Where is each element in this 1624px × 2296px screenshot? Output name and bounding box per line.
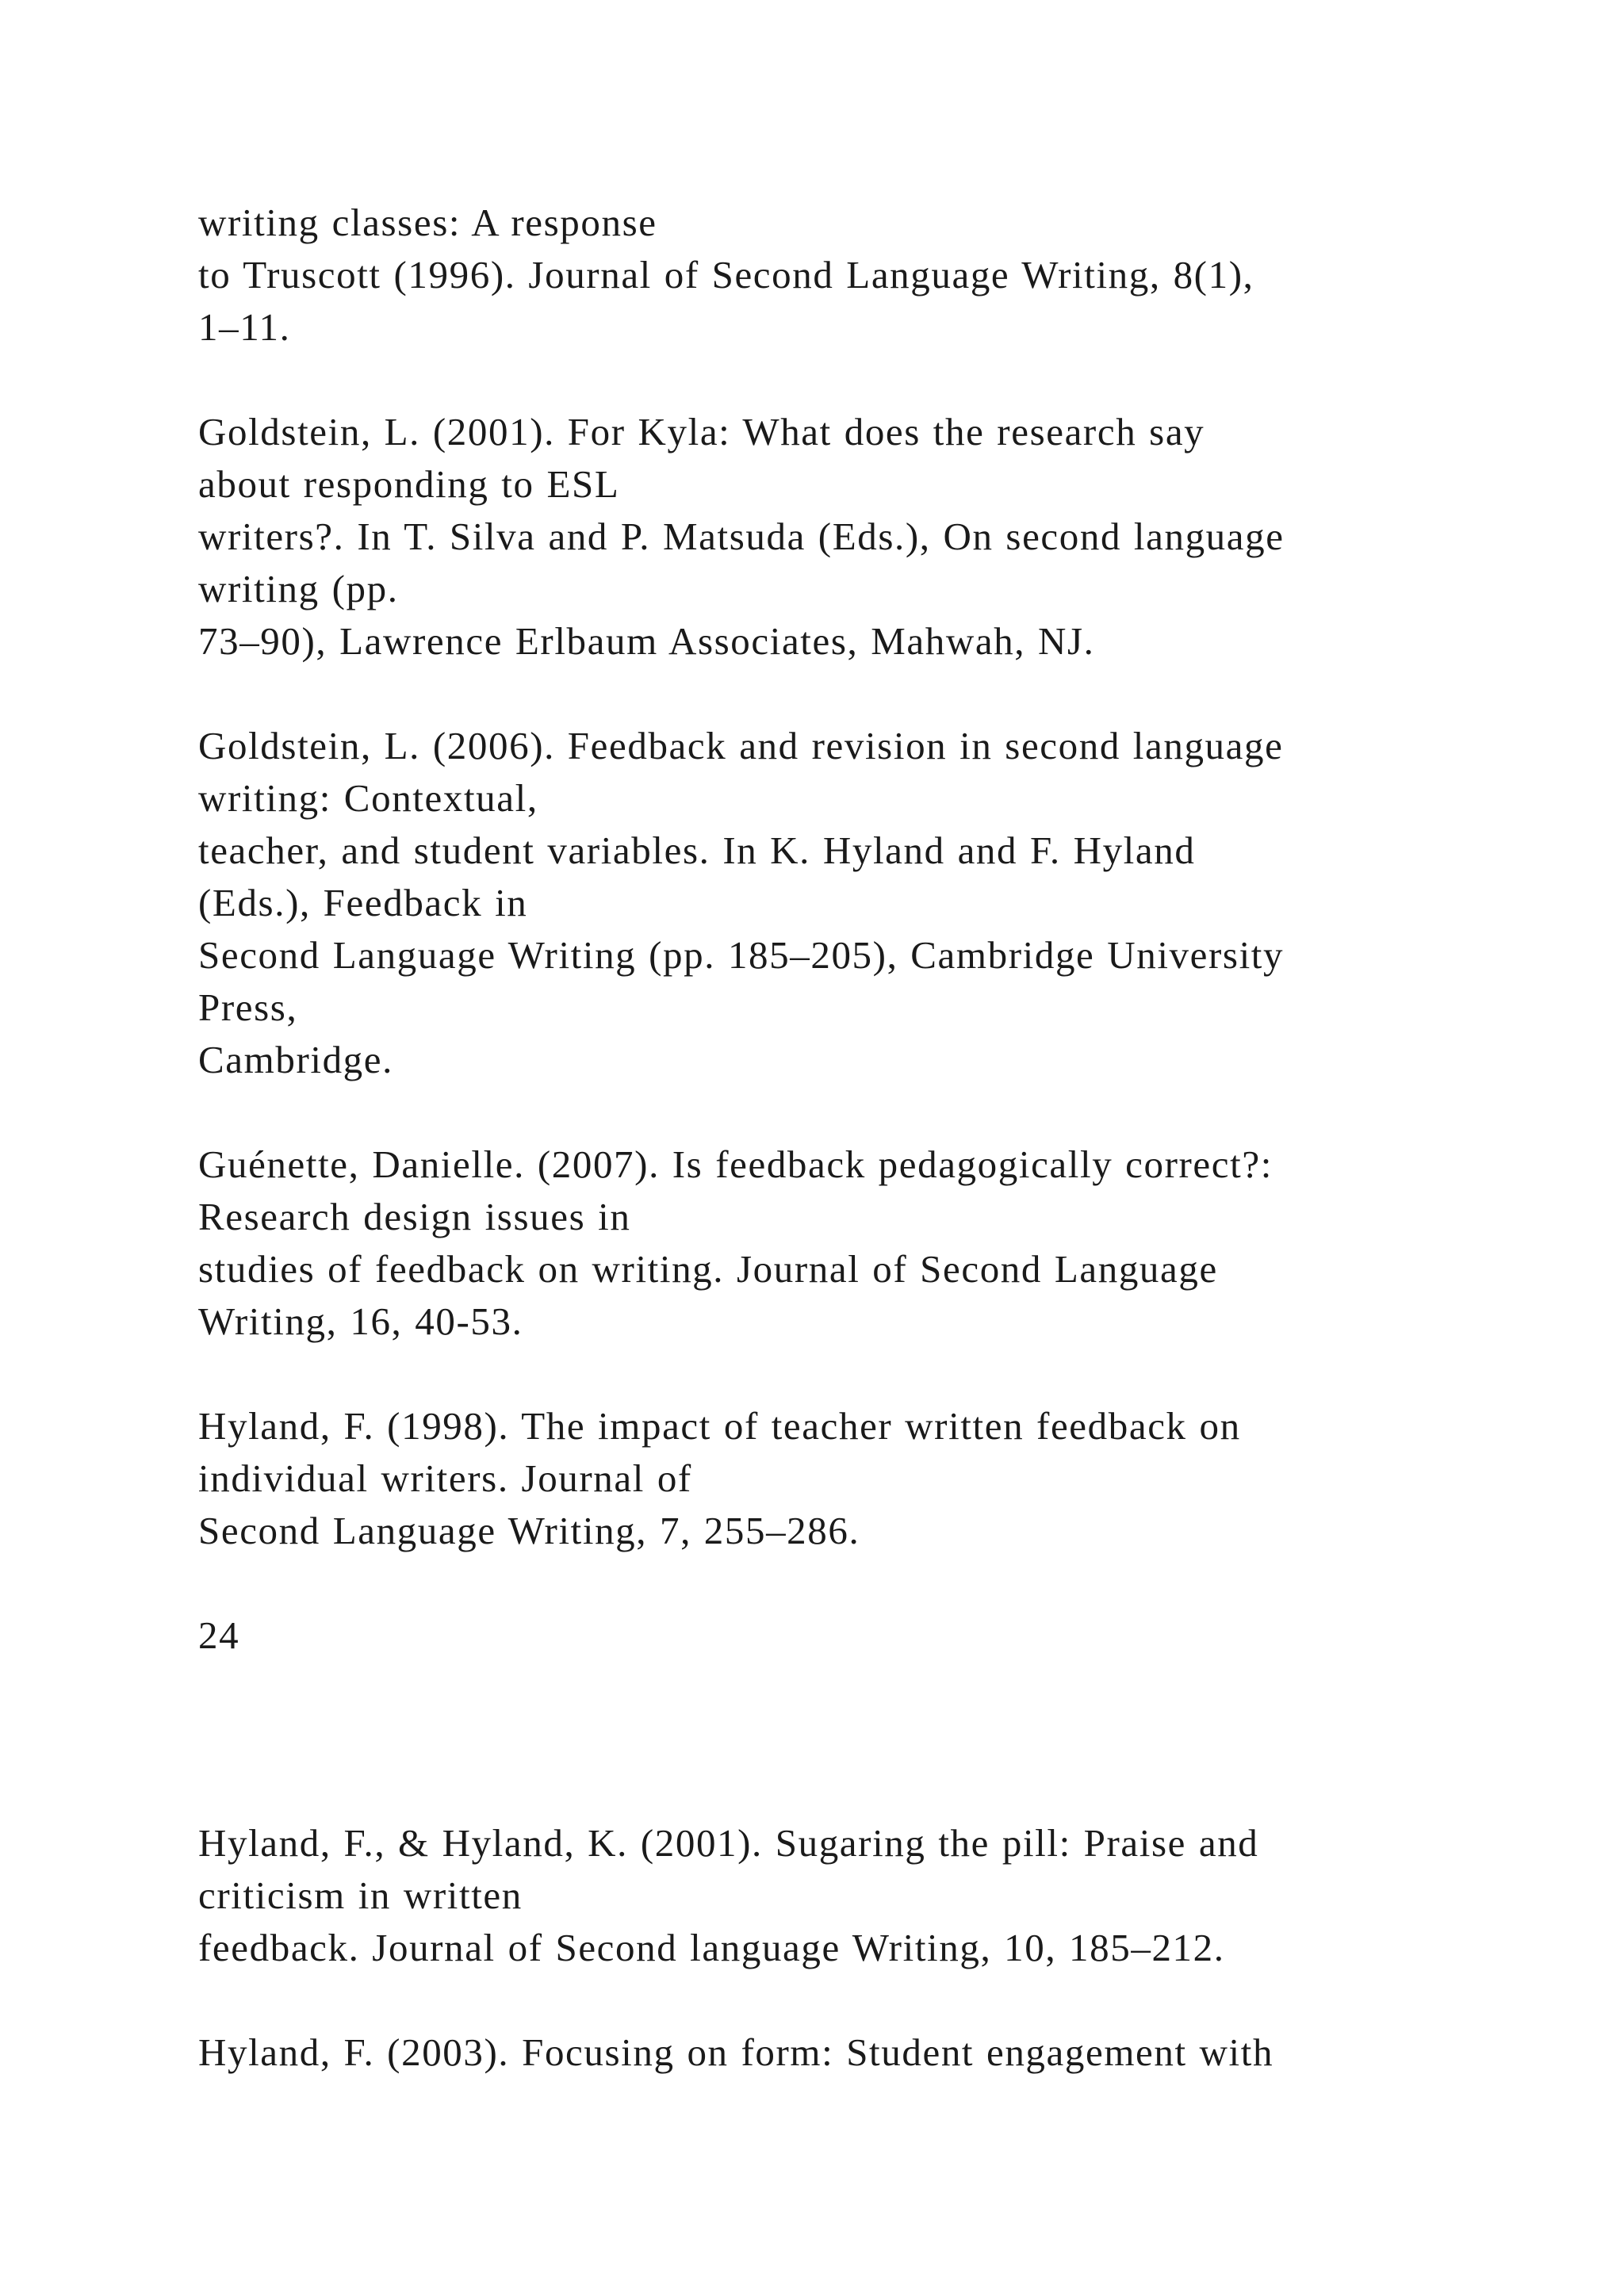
reference-line: about responding to ESL (198, 462, 620, 506)
reference-line: Hyland, F., & Hyland, K. (2001). Sugaring the pill: Praise and (198, 1821, 1259, 1865)
paragraph-gap (198, 1974, 1578, 2026)
reference-line: Hyland, F. (1998). The impact of teacher written feedback on (198, 1404, 1241, 1448)
paragraph-gap (198, 1086, 1578, 1138)
reference-line: Writing, 16, 40-53. (198, 1299, 523, 1343)
reference-line: Hyland, F. (2003). Focusing on form: Student engagement with (198, 2030, 1274, 2074)
reference-line: 1–11. (198, 305, 291, 349)
reference-line: Press, (198, 985, 298, 1029)
reference-line: Cambridge. (198, 1038, 393, 1081)
reference-line: writing: Contextual, (198, 776, 538, 820)
reference-line: 73–90), Lawrence Erlbaum Associates, Mahwah, NJ. (198, 619, 1095, 663)
page-number: 24 (198, 1613, 240, 1657)
paragraph-gap (198, 1348, 1578, 1400)
reference-line: Goldstein, L. (2006). Feedback and revision in second language (198, 724, 1284, 767)
reference-line: studies of feedback on writing. Journal of Second Language (198, 1247, 1218, 1291)
reference-line: Guénette, Danielle. (2007). Is feedback pedagogically correct?: (198, 1142, 1273, 1186)
reference-line: Second Language Writing, 7, 255–286. (198, 1509, 860, 1552)
reference-line: teacher, and student variables. In K. Hyland and F. Hyland (198, 828, 1196, 872)
reference-line: (Eds.), Feedback in (198, 881, 528, 924)
reference-line: writing (pp. (198, 567, 399, 610)
reference-line: Second Language Writing (pp. 185–205), Cambridge University (198, 933, 1285, 977)
references-top (198, 197, 1578, 1662)
reference-line: individual writers. Journal of (198, 1456, 692, 1500)
paragraph-gap (198, 668, 1578, 720)
reference-line: Research design issues in (198, 1195, 631, 1238)
reference-line: feedback. Journal of Second language Writing, 10, 185–212. (198, 1926, 1225, 1969)
paragraph-gap (198, 1557, 1578, 1609)
references-bottom (198, 1817, 1578, 2079)
reference-line: to Truscott (1996). Journal of Second Language Writing, 8(1), (198, 253, 1254, 297)
reference-line: writing classes: A response (198, 201, 657, 244)
reference-line: writers?. In T. Silva and P. Matsuda (Eds.), On second language (198, 515, 1285, 558)
reference-line: Goldstein, L. (2001). For Kyla: What does the research say (198, 410, 1205, 453)
reference-line: criticism in written (198, 1873, 523, 1917)
paragraph-gap (198, 354, 1578, 406)
